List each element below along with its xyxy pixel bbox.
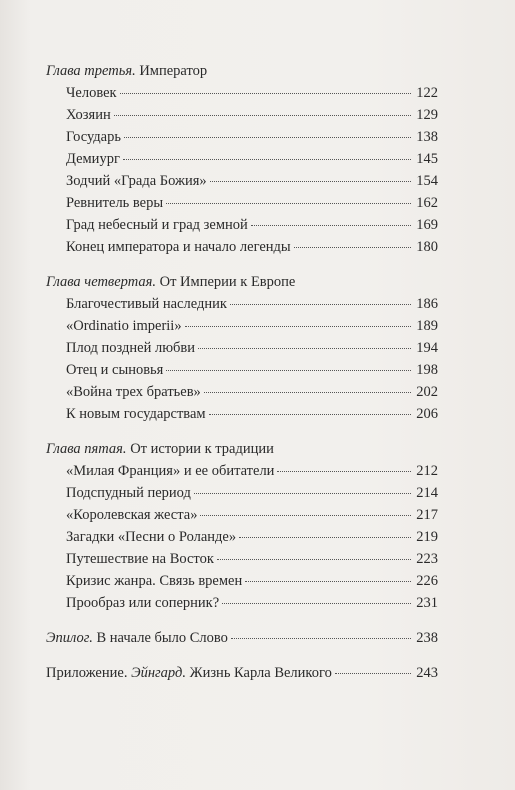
- chapter-title: [46, 438, 438, 460]
- chapter-label: Глава четвертая.: [46, 274, 156, 290]
- entry-page: 238: [416, 630, 438, 646]
- dot-leader: [217, 559, 411, 560]
- toc-entry[interactable]: [46, 359, 438, 381]
- entry-page: 198: [416, 362, 438, 378]
- entry-title: «Милая Франция» и ее обитатели: [66, 463, 275, 479]
- toc-entry[interactable]: [46, 337, 438, 359]
- dot-leader: [294, 247, 411, 248]
- entry-page: 145: [416, 151, 438, 167]
- toc-entry[interactable]: [46, 214, 438, 236]
- dot-leader: [185, 326, 411, 327]
- entry-page: 169: [416, 217, 438, 233]
- entry-title: Государь: [66, 129, 121, 145]
- toc-entry[interactable]: [46, 170, 438, 192]
- entry-page: 231: [416, 595, 438, 611]
- entry-title: «Ordinatio imperii»: [66, 318, 182, 334]
- entry-page: 162: [416, 195, 438, 211]
- dot-leader: [204, 392, 411, 393]
- dot-leader: [194, 493, 411, 494]
- entry-title: Зодчий «Града Божия»: [66, 173, 207, 189]
- toc-entry[interactable]: [46, 592, 438, 614]
- entry-page: 122: [416, 85, 438, 101]
- entry-title: Человек: [66, 85, 117, 101]
- dot-leader: [123, 159, 411, 160]
- entry-title: К новым государствам: [66, 406, 206, 422]
- dot-leader: [251, 225, 411, 226]
- entry-page: 202: [416, 384, 438, 400]
- epilogue-section: [46, 627, 438, 649]
- toc-entry[interactable]: [46, 381, 438, 403]
- entry-title: «Война трех братьев»: [66, 384, 201, 400]
- chapter-name: Император: [139, 63, 208, 79]
- epilogue-label: Эпилог.: [46, 630, 93, 646]
- dot-leader: [277, 471, 411, 472]
- appendix-label: Приложение.: [46, 665, 128, 681]
- entry-title: Подспудный период: [66, 485, 191, 501]
- entry-page: 154: [416, 173, 438, 189]
- chapter-title: [46, 60, 438, 82]
- dot-leader: [222, 603, 411, 604]
- epilogue-title: В начале было Слово: [96, 630, 228, 646]
- toc-entry[interactable]: [46, 526, 438, 548]
- table-of-contents: [46, 60, 438, 697]
- chapter-label: Глава пятая.: [46, 441, 127, 457]
- entry-page: 243: [416, 665, 438, 681]
- toc-entry[interactable]: [46, 192, 438, 214]
- dot-leader: [230, 304, 411, 305]
- dot-leader: [114, 115, 411, 116]
- appendix-author: Эйнгард.: [131, 665, 186, 681]
- dot-leader: [166, 370, 411, 371]
- dot-leader: [209, 414, 411, 415]
- dot-leader: [231, 638, 411, 639]
- entry-title: Кризис жанра. Связь времен: [66, 573, 243, 589]
- toc-entry[interactable]: [46, 104, 438, 126]
- toc-entry[interactable]: [46, 293, 438, 315]
- entry-page: 189: [416, 318, 438, 334]
- toc-entry[interactable]: [46, 570, 438, 592]
- entry-page: 214: [416, 485, 438, 501]
- toc-entry[interactable]: [46, 236, 438, 258]
- dot-leader: [239, 537, 411, 538]
- entry-page: 138: [416, 129, 438, 145]
- dot-leader: [210, 181, 411, 182]
- entry-title: Прообраз или соперник?: [66, 595, 220, 611]
- entry-page: 219: [416, 529, 438, 545]
- entry-title: Град небесный и град земной: [66, 217, 248, 233]
- entry-page: 223: [416, 551, 438, 567]
- appendix-title: Жизнь Карла Великого: [189, 665, 332, 681]
- entry-page: 206: [416, 406, 438, 422]
- toc-entry[interactable]: [46, 482, 438, 504]
- chapter-label: Глава третья.: [46, 63, 136, 79]
- entry-title: Отец и сыновья: [66, 362, 164, 378]
- entry-page: 217: [416, 507, 438, 523]
- entry-title: «Королевская жеста»: [66, 507, 198, 523]
- dot-leader: [335, 673, 411, 674]
- epilogue-title-wrap: [46, 627, 228, 649]
- toc-entry[interactable]: [46, 548, 438, 570]
- entry-title: Благочестивый наследник: [66, 296, 227, 312]
- entry-title: Загадки «Песни о Роланде»: [66, 529, 237, 545]
- entry-title: Хозяин: [66, 107, 111, 123]
- entry-title: Ревнитель веры: [66, 195, 164, 211]
- entry-title: Плод поздней любви: [66, 340, 196, 356]
- dot-leader: [245, 581, 411, 582]
- chapter-3: [46, 60, 438, 258]
- chapter-4: [46, 271, 438, 425]
- toc-entry[interactable]: [46, 315, 438, 337]
- dot-leader: [198, 348, 411, 349]
- entry-title: Демиург: [66, 151, 120, 167]
- entry-page: 186: [416, 296, 438, 312]
- appendix-section: [46, 662, 438, 684]
- entry-page: 194: [416, 340, 438, 356]
- entry-title: Конец императора и начало легенды: [66, 239, 291, 255]
- toc-entry[interactable]: [46, 403, 438, 425]
- entry-page: 180: [416, 239, 438, 255]
- toc-entry[interactable]: [46, 126, 438, 148]
- toc-entry-epilogue[interactable]: [46, 627, 438, 649]
- chapter-name: От истории к традиции: [130, 441, 274, 457]
- dot-leader: [120, 93, 411, 94]
- entry-page: 129: [416, 107, 438, 123]
- entry-page: 212: [416, 463, 438, 479]
- toc-entry[interactable]: [46, 460, 438, 482]
- toc-entry[interactable]: [46, 504, 438, 526]
- toc-entry-appendix[interactable]: [46, 662, 438, 684]
- entry-page: 226: [416, 573, 438, 589]
- dot-leader: [124, 137, 411, 138]
- dot-leader: [200, 515, 411, 516]
- chapter-title: [46, 271, 438, 293]
- toc-entry[interactable]: [46, 82, 438, 104]
- toc-entry[interactable]: [46, 148, 438, 170]
- entry-title: Путешествие на Восток: [66, 551, 214, 567]
- chapter-name: От Империи к Европе: [159, 274, 296, 290]
- appendix-title-wrap: [46, 662, 332, 684]
- dot-leader: [166, 203, 411, 204]
- chapter-5: [46, 438, 438, 614]
